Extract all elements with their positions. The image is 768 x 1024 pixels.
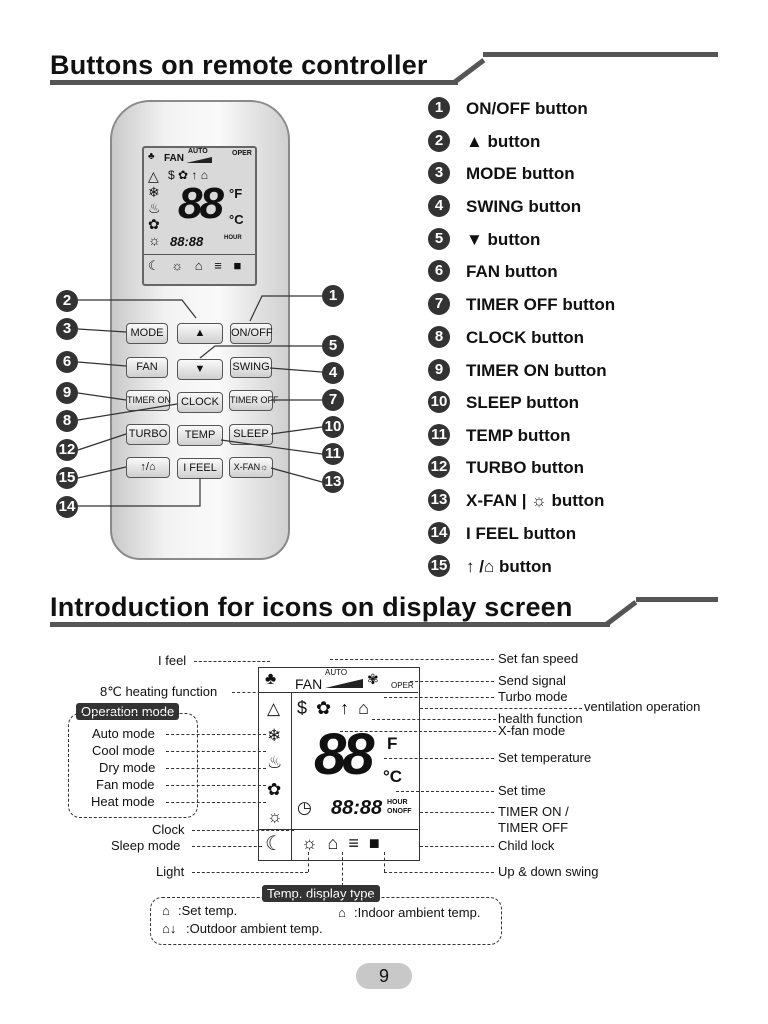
legend-label: I FEEL button (466, 524, 577, 543)
health-vent-icons: $✿↑⌂ (297, 698, 378, 718)
label-light: Light (156, 864, 185, 879)
section-title-icons: Introduction for icons on display screen (50, 592, 573, 622)
callout-3: 3 (56, 318, 78, 340)
legend-num: 7 (428, 293, 450, 315)
label-fan-mode: Fan mode (96, 777, 155, 792)
clock-icon: ◷ (297, 798, 312, 817)
callout-7: 7 (322, 389, 344, 411)
onoff-button[interactable]: ON/OFF (230, 323, 272, 344)
temp-display-type-tag: Temp. display type (262, 885, 380, 902)
outdoor-temp-icon: ⌂↓ (162, 921, 177, 936)
lcd-ifeel-icon: ♣ (148, 151, 155, 162)
fan-speed-bars (325, 679, 363, 688)
section-title-buttons: Buttons on remote controller (50, 50, 428, 80)
label-clock: Clock (152, 822, 185, 837)
heading2-underline (50, 622, 610, 627)
legend-label: ↑ /⌂ button (466, 557, 552, 576)
light-temp-swing-lock-icons: ☼⌂≡■ (301, 833, 390, 853)
legend-label: SWING button (466, 197, 582, 216)
callout-6: 6 (56, 351, 78, 373)
callout-11: 11 (322, 443, 344, 465)
legend-num: 8 (428, 326, 450, 348)
screen-onoff-label: ONOFF (387, 808, 412, 815)
legend-label: TIMER OFF button (466, 295, 616, 314)
label-indoor-temp: :Indoor ambient temp. (354, 905, 481, 920)
callout-4: 4 (322, 362, 344, 384)
legend-num: 15 (428, 555, 450, 577)
label-turbo-mode: Turbo mode (498, 689, 568, 704)
screen-left-divider (291, 692, 292, 860)
leader-swing (384, 872, 494, 873)
callout-1: 1 (322, 285, 344, 307)
operation-mode-tag: Operation mode (76, 703, 179, 720)
screen-fan-label: FAN (295, 676, 323, 692)
swing-button[interactable]: SWING (230, 357, 272, 378)
leader-xfan (340, 731, 496, 732)
callout-12: 12 (56, 439, 78, 461)
lcd-temperature-digits: 88 (178, 179, 221, 228)
leader-childlock (420, 846, 494, 847)
legend-label: ON/OFF button (466, 99, 588, 118)
xfan-button[interactable]: X-FAN☼ (229, 457, 273, 478)
lcd-hour-label: HOUR (224, 235, 242, 241)
label-set-temperature: Set temperature (498, 750, 592, 765)
leader-turbo (384, 697, 494, 698)
callout-10: 10 (322, 416, 344, 438)
legend-num: 12 (428, 456, 450, 478)
legend-num: 2 (428, 130, 450, 152)
callout-8: 8 (56, 410, 78, 432)
screen-f: F (387, 734, 398, 753)
lcd-bottom-icons: ☾ ☼ ⌂ ≡ ■ (148, 258, 246, 273)
leader-settime (396, 791, 494, 792)
label-heat-mode: Heat mode (91, 794, 155, 809)
label-sleep-mode: Sleep mode (111, 838, 181, 853)
temp-button[interactable]: TEMP (177, 425, 223, 446)
lcd-mode-icons: △ ❄ ♨ ✿ ☼ (148, 168, 161, 248)
legend-label: X-FAN | ☼ button (466, 491, 605, 510)
legend-num: 9 (428, 359, 450, 381)
lcd-top-icons: $ ✿ ↑ ⌂ (168, 168, 208, 182)
screen-hour-label: HOUR (387, 799, 408, 806)
legend-num: 1 (428, 97, 450, 119)
down-button[interactable]: ▼ (177, 359, 223, 380)
leader-health (372, 719, 496, 720)
legend-label: MODE button (466, 164, 575, 183)
timer-off-button[interactable]: TIMER OFF (229, 390, 273, 411)
legend-num: 13 (428, 489, 450, 511)
legend-num: 11 (428, 424, 450, 446)
legend-num: 4 (428, 195, 450, 217)
leader-dry (166, 768, 266, 769)
label-heating: 8℃ heating function (100, 684, 218, 699)
leader-light (192, 872, 308, 873)
page-number: 9 (356, 963, 412, 989)
label-set-fan-speed: Set fan speed (498, 651, 579, 666)
leader-ifeel (194, 661, 270, 662)
label-set-temp: :Set temp. (178, 903, 238, 918)
timer-on-button[interactable]: TIMER ON (126, 390, 170, 411)
turbo-button[interactable]: TURBO (126, 424, 170, 445)
ifeel-button[interactable]: I FEEL (177, 458, 223, 479)
leader-signal (410, 681, 494, 682)
legend-label: ▼ button (466, 230, 541, 249)
mode-icons-column: △ ❄ ♨ ✿ ☼ (267, 699, 283, 826)
label-outdoor-temp: :Outdoor ambient temp. (186, 921, 323, 936)
fan-swirl-icon: ✾ (367, 671, 379, 687)
legend-label: TIMER ON button (466, 361, 607, 380)
leader-cool (166, 751, 266, 752)
health-button[interactable]: ↑/⌂ (126, 457, 170, 478)
screen-temperature-digits: 88 (314, 722, 371, 787)
label-swing: Up & down swing (498, 864, 599, 879)
legend-label: FAN button (466, 262, 558, 281)
screen-c: °C (383, 767, 403, 786)
label-auto-mode: Auto mode (92, 726, 155, 741)
lcd-auto-label: AUTO (188, 148, 208, 155)
leader-temp-type (342, 852, 343, 886)
callout-5: 5 (322, 335, 344, 357)
callout-15: 15 (56, 467, 78, 489)
label-cool-mode: Cool mode (92, 743, 155, 758)
label-set-time: Set time (498, 783, 546, 798)
heading2-overline (636, 597, 718, 602)
screen-time-digits: 88:88 (331, 797, 383, 819)
callout-13: 13 (322, 471, 344, 493)
leader-auto (166, 734, 266, 735)
legend-num: 14 (428, 522, 450, 544)
legend-label: SLEEP button (466, 393, 580, 412)
label-ifeel: I feel (158, 653, 187, 668)
legend-num: 6 (428, 260, 450, 282)
leader-heating (232, 692, 266, 693)
up-button[interactable]: ▲ (177, 323, 223, 344)
lcd-time-digits: 88:88 (170, 234, 204, 249)
screen-auto-label: AUTO (325, 668, 348, 677)
callout-14: 14 (56, 496, 78, 518)
callout-2: 2 (56, 290, 78, 312)
label-xfan-mode: X-fan mode (498, 723, 566, 738)
leader-light-v (308, 852, 309, 872)
leader-fan (166, 785, 266, 786)
ifeel-icon: ♣ (265, 669, 277, 688)
indoor-temp-icon: ⌂ (338, 905, 346, 920)
leader-timer (420, 812, 494, 813)
label-health: health function (498, 711, 583, 726)
leader-fan-speed (330, 659, 494, 660)
mode-button[interactable]: MODE (126, 323, 168, 344)
leader-vent (420, 708, 582, 709)
lcd-fahrenheit: °F (229, 186, 243, 201)
sleep-button[interactable]: SLEEP (229, 424, 273, 445)
label-timer-on: TIMER ON / (498, 804, 569, 819)
screen-top-divider (259, 692, 418, 693)
leader-settemp (384, 758, 494, 759)
lcd-fan-label: FAN (164, 153, 184, 164)
clock-button[interactable]: CLOCK (177, 392, 223, 413)
legend-label: ▲ button (466, 132, 541, 151)
lcd-oper-label: OPER (232, 150, 252, 157)
label-child-lock: Child lock (498, 838, 555, 853)
leader-sleep (192, 846, 262, 847)
legend-num: 5 (428, 228, 450, 250)
legend-label: TEMP button (466, 426, 571, 445)
heading2-slant (604, 600, 637, 627)
label-ventilation: ventilation operation (584, 699, 701, 714)
label-dry-mode: Dry mode (99, 760, 156, 775)
lcd-celsius: °C (229, 212, 244, 227)
screen-oper-label: OPER (391, 681, 414, 690)
sleep-icon: ☾ (265, 833, 283, 855)
legend-label: CLOCK button (466, 328, 585, 347)
set-temp-icon: ⌂ (162, 903, 170, 918)
legend-num: 10 (428, 391, 450, 413)
leader-heat (166, 802, 266, 803)
fan-button[interactable]: FAN (126, 357, 168, 378)
leader-clock (192, 830, 294, 831)
label-send-signal: Send signal (498, 673, 566, 688)
legend-num: 3 (428, 162, 450, 184)
legend-label: TURBO button (466, 458, 585, 477)
leader-swing-v (384, 852, 385, 872)
callout-9: 9 (56, 382, 78, 404)
label-timer-off: TIMER OFF (498, 820, 569, 835)
